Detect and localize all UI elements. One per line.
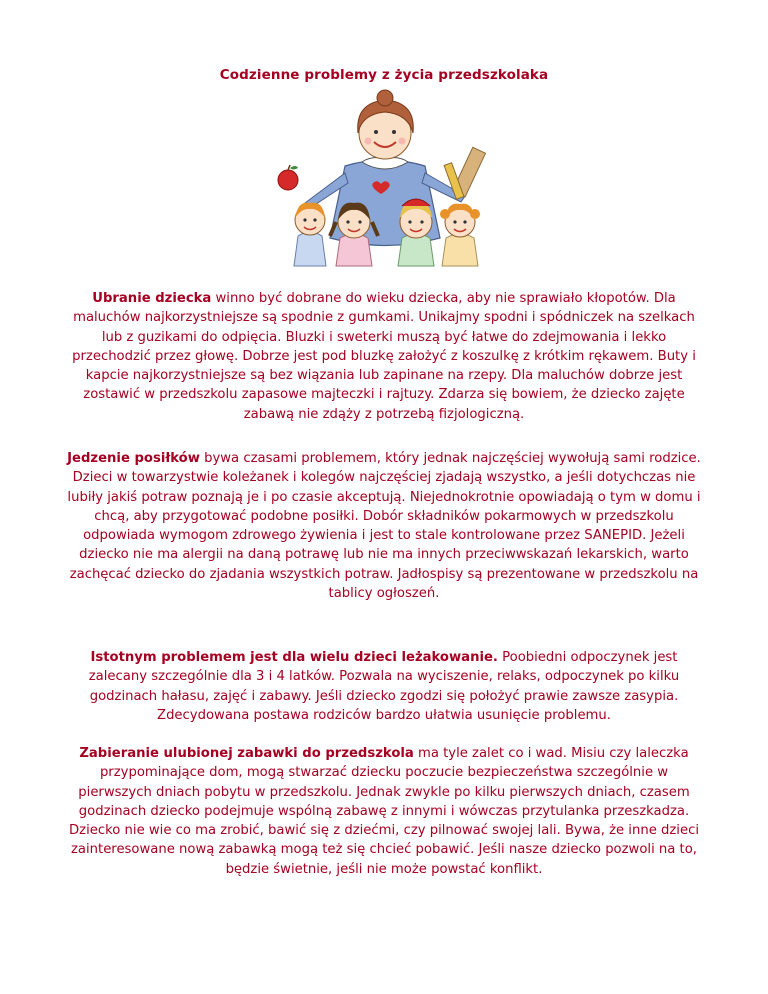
paragraph-meals bbox=[62, 449, 706, 603]
paragraph-text: Poobiedni odpoczynek jest zalecany szczególnie dla 3 i 4 latków. Pozwala na wyciszenie, relaks, odpoczynek po kilku godzinach hałasu, zajęć i zabawy. Jeśli dziecko zgodzi się położyć prawie zawsze zasypia. Zdecydowana postawa rodziców bardzo ułatwia usunięcie problemu. bbox=[88, 650, 680, 723]
paragraph-lead: Zabieranie ulubionej zabawki do przedszkola bbox=[79, 746, 414, 761]
document-title: Codzienne problemy z życia przedszkolaka bbox=[219, 67, 549, 83]
teacher-with-children-illustration bbox=[250, 88, 520, 268]
paragraph-text: bywa czasami problemem, który jednak najczęściej wywołują sami rodzice. Dzieci w towarzystwie koleżanek i kolegów najczęściej zjadają wszystko, a jeśli dotychczas nie lubiły jakiś potraw poznają je i po czasie akceptują. Niejednokrotnie opowiadają o tym w domu i chcą, aby przygotować podobne posiłki. Dobór składników pokarmowych w przedszkolu odpowiada wymogom zdrowego żywienia i jest to stale kontrolowane przez SANEPID. Jeżeli dziecko nie ma alergii na daną potrawę lub nie ma innych przeciwwskazań lekarskich, warto zachęcać dziecko do zjadania wszystkich potraw. Jadłospisy są prezentowane w przedszkolu na tablicy ogłoszeń. bbox=[67, 451, 701, 602]
paragraph-lead: Ubranie dziecka bbox=[92, 291, 212, 306]
paragraph-text: winno być dobrane do wieku dziecka, aby nie sprawiało kłopotów. Dla maluchów najkorzystniejsze są spodnie z gumkami. Unikajmy spodni i spódniczek na szelkach lub z guzikami do odpięcia. Bluzki i sweterki muszą być łatwe do zdejmowania i lekko przechodzić przez głowę. Dobrze jest pod bluzkę założyć z koszulkę z krótkim rękawem. Buty i kapcie najkorzystniejsze są bez wiązania lub zapinane na rzepy. Dla maluchów dobrze jest zostawić w przedszkolu zapasowe majteczki i rajtuzy. Zdarza się bowiem, że dziecko zajęte zabawą nie zdąży z potrzebą fizjologiczną. bbox=[72, 291, 696, 422]
paragraph-clothing bbox=[62, 289, 706, 424]
paragraph-text: ma tyle zalet co i wad. Misiu czy laleczka przypominające dom, mogą stwarzać dziecku poczucie bezpieczeństwa szczególnie w pierwszych dniach pobytu w przedszkolu. Jednak zwykle po kilku pierwszych dniach, czasem godzinach dziecko podejmuje wspólną zabawę z innymi i wówczas przytulanka przeszkadza. Dziecko nie wie co ma zrobić, bawić się z dziećmi, czy pilnować swojej lali. Bywa, że inne dzieci zainteresowane nową zabawką mogą też się chcieć pobawić. Jeśli nasze dziecko pozwoli na to, będzie świetnie, jeśli nie może powstać konflikt. bbox=[69, 746, 699, 877]
paragraph-lead: Istotnym problemem jest dla wielu dzieci leżakowanie. bbox=[90, 650, 498, 665]
paragraph-lead: Jedzenie posiłków bbox=[67, 451, 200, 466]
paragraph-nap-time bbox=[62, 648, 706, 725]
paragraph-favorite-toy bbox=[62, 744, 706, 879]
